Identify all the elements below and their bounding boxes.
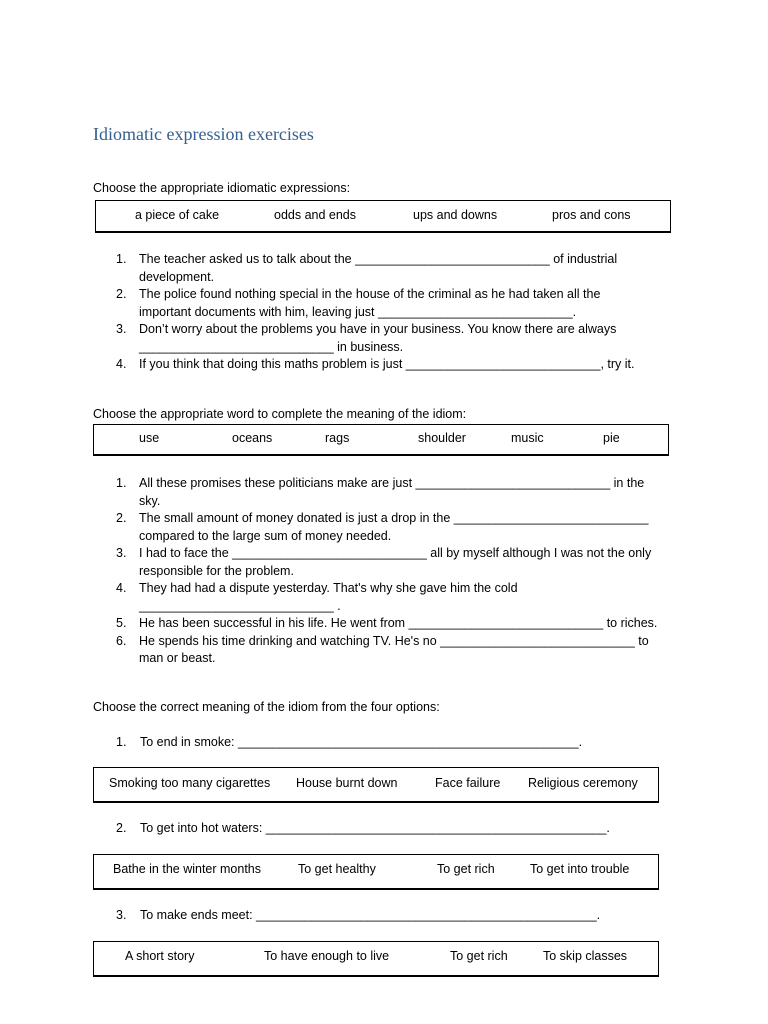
section1-list — [100, 251, 680, 374]
answer-option: To get rich — [437, 862, 495, 876]
list-item: 1. All these promises these politicians make are just ____________________________ in the sky. — [116, 476, 645, 508]
word-option: shoulder — [418, 431, 466, 445]
word-option: pie — [603, 431, 620, 445]
word-option: oceans — [232, 431, 273, 445]
section2-word-box — [93, 424, 669, 456]
answer-option: To get into trouble — [530, 862, 630, 876]
list-item: 2. The police found nothing special in the house of the criminal as he had taken all the important documents with him, leaving just ____________________________. — [116, 287, 601, 319]
answer-option: To get rich — [450, 949, 508, 963]
section1-instruction: Choose the appropriate idiomatic expressions: — [93, 181, 351, 195]
question-3-options — [93, 941, 659, 977]
answer-option: To get healthy — [298, 862, 376, 876]
section1-word-box — [95, 200, 671, 233]
question-2-options — [93, 854, 659, 890]
word-option: a piece of cake — [135, 208, 220, 222]
list-item: 6. He spends his time drinking and watching TV. He's no ____________________________ to man or beast. — [116, 633, 649, 665]
list-item: 4. If you think that doing this maths problem is just ____________________________, try it. — [116, 357, 635, 371]
section3-instruction: Choose the correct meaning of the idiom from the four options: — [93, 700, 440, 714]
question-2: 2. To get into hot waters: _________________________________________________. — [116, 821, 610, 835]
section2-list — [100, 475, 680, 668]
word-option: use — [139, 431, 160, 445]
word-option: ups and downs — [413, 208, 498, 222]
answer-option: Smoking too many cigarettes — [109, 776, 271, 790]
answer-option: House burnt down — [296, 776, 398, 790]
section2-instruction: Choose the appropriate word to complete the meaning of the idiom: — [93, 407, 467, 421]
page-title: Idiomatic expression exercises — [93, 124, 314, 144]
answer-option: To have enough to live — [264, 949, 390, 963]
answer-option: Religious ceremony — [528, 776, 638, 790]
question-1: 1. To end in smoke: _________________________________________________. — [116, 735, 583, 749]
word-option: odds and ends — [274, 208, 357, 222]
answer-option: A short story — [125, 949, 195, 963]
list-item: 1. The teacher asked us to talk about the ____________________________ of industrial development. — [116, 252, 618, 284]
answer-option: Bathe in the winter months — [113, 862, 261, 876]
question-1-options — [93, 767, 659, 803]
word-option: pros and cons — [552, 208, 631, 222]
answer-option: To skip classes — [543, 949, 628, 963]
list-item: 4. They had had a dispute yesterday. That's why she gave him the cold ____________________________ . — [116, 581, 518, 613]
question-3: 3. To make ends meet: _________________________________________________. — [116, 908, 601, 922]
word-option: rags — [325, 431, 350, 445]
list-item: 3. I had to face the ____________________________ all by myself although I was not the only responsible for the problem. — [116, 546, 652, 578]
answer-option: Face failure — [435, 776, 501, 790]
list-item: 2. The small amount of money donated is just a drop in the ____________________________ compared to the large sum of money needed. — [116, 511, 649, 543]
list-item: 3. Don’t worry about the problems you have in your business. You know there are always ____________________________ in business. — [116, 322, 617, 354]
word-option: music — [511, 431, 544, 445]
list-item: 5. He has been successful in his life. He went from ____________________________ to riches. — [116, 616, 658, 630]
